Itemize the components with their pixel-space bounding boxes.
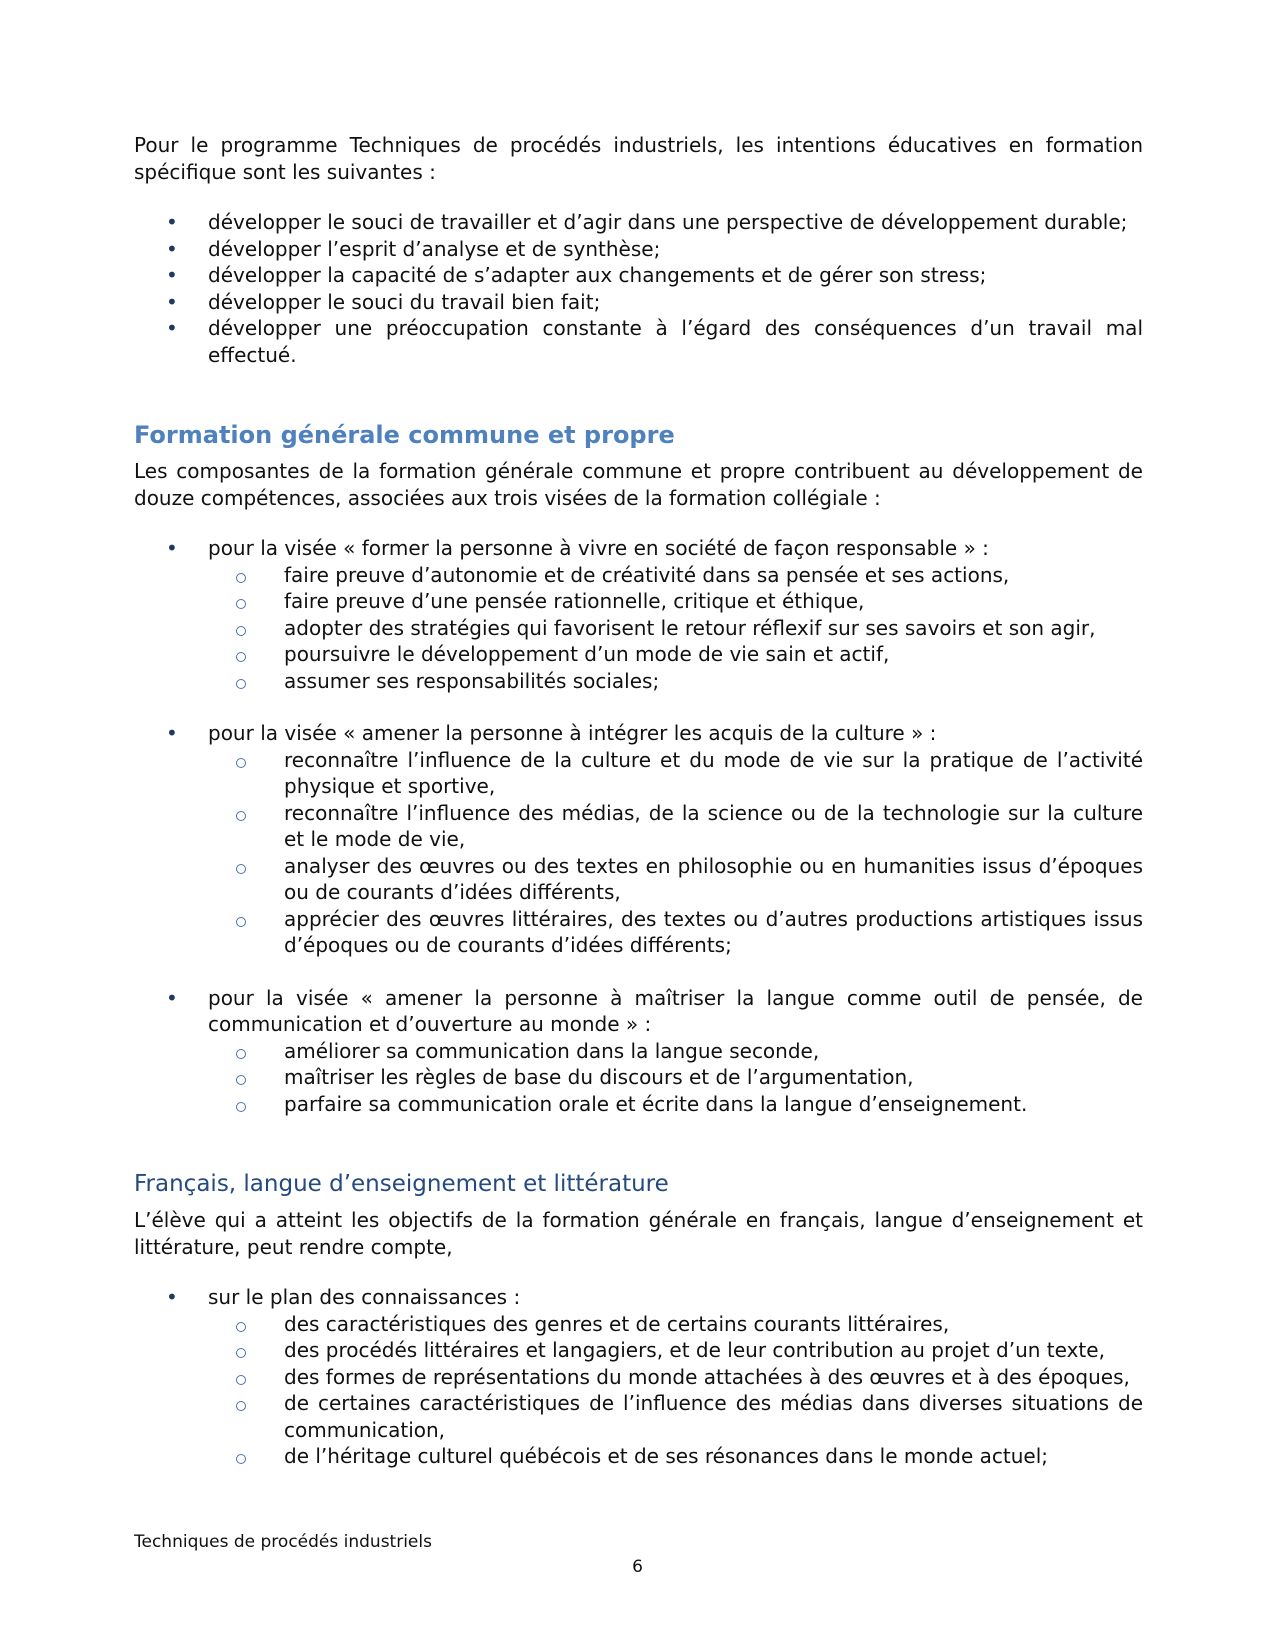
knowledge-list — [134, 1284, 1143, 1470]
sub-list-item: faire preuve d’une pensée rationnelle, critique et éthique, — [208, 588, 1143, 615]
sub-list-item: des caractéristiques des genres et de certains courants littéraires, — [208, 1311, 1143, 1338]
sub-list-item: améliorer sa communication dans la langue seconde, — [208, 1038, 1143, 1065]
subsection-intro: L’élève qui a atteint les objectifs de la formation générale en français, langue d’enseignement et littérature, peut rendre compte, — [134, 1208, 1143, 1259]
sub-list-item: maîtriser les règles de base du discours et de l’argumentation, — [208, 1064, 1143, 1091]
list-item — [134, 720, 1143, 959]
list-item — [134, 1284, 1143, 1470]
intro-list — [134, 209, 1143, 368]
document-body — [134, 132, 1143, 1470]
list-item — [134, 985, 1143, 1118]
page-footer: Techniques de procédés industriels — [134, 1532, 432, 1552]
sub-list-item: poursuivre le développement d’un mode de vie sain et actif, — [208, 641, 1143, 668]
section-intro: Les composantes de la formation générale commune et propre contribuent au développement de douze compétences, associées aux trois visées de la formation collégiale : — [134, 459, 1143, 510]
sub-list-item: des procédés littéraires et langagiers, et de leur contribution au projet d’un texte, — [208, 1337, 1143, 1364]
list-item: • développer le souci du travail bien fait; — [134, 289, 1143, 316]
sub-list-item: parfaire sa communication orale et écrite dans la langue d’enseignement. — [208, 1091, 1143, 1118]
sub-list-item: de certaines caractéristiques de l’influence des médias dans diverses situations de communication, — [208, 1390, 1143, 1443]
group-label: pour la visée « former la personne à vivre en société de façon responsable » : — [208, 536, 989, 560]
sub-list-item: adopter des stratégies qui favorisent le retour réflexif sur ses savoirs et son agir, — [208, 615, 1143, 642]
list-item: • développer le souci de travailler et d’agir dans une perspective de développement durable; — [134, 209, 1143, 236]
list-item: • développer une préoccupation constante à l’égard des conséquences d’un travail mal effectué. — [134, 315, 1143, 368]
sub-list-item: analyser des œuvres ou des textes en philosophie ou en humanities issus d’époques ou de courants d’idées différents, — [208, 853, 1143, 906]
list-item — [134, 535, 1143, 694]
sub-list-item: reconnaître l’influence de la culture et du mode de vie sur la pratique de l’activité physique et sportive, — [208, 747, 1143, 800]
page-number: 6 — [632, 1557, 643, 1577]
list-item: • développer l’esprit d’analyse et de synthèse; — [134, 236, 1143, 263]
group-label: pour la visée « amener la personne à maîtriser la langue comme outil de pensée, de communication et d’ouverture au monde » : — [208, 985, 1143, 1036]
sub-list-item: des formes de représentations du monde attachées à des œuvres et à des époques, — [208, 1364, 1143, 1391]
intro-paragraph: Pour le programme Techniques de procédés industriels, les intentions éducatives en formation spécifique sont les suivantes : — [134, 133, 1143, 184]
sub-list-item: de l’héritage culturel québécois et de ses résonances dans le monde actuel; — [208, 1443, 1143, 1470]
sub-list-item: assumer ses responsabilités sociales; — [208, 668, 1143, 695]
list-item: • développer la capacité de s’adapter aux changements et de gérer son stress; — [134, 262, 1143, 289]
group-label: pour la visée « amener la personne à intégrer les acquis de la culture » : — [208, 721, 937, 745]
subsection-heading: Français, langue d’enseignement et littérature — [134, 1171, 669, 1197]
sub-list-item: reconnaître l’influence des médias, de la science ou de la technologie sur la culture et le mode de vie, — [208, 800, 1143, 853]
section-heading: Formation générale commune et propre — [134, 421, 675, 449]
sub-list-item: faire preuve d’autonomie et de créativité dans sa pensée et ses actions, — [208, 562, 1143, 589]
group-label: sur le plan des connaissances : — [208, 1285, 521, 1309]
sub-list-item: apprécier des œuvres littéraires, des textes ou d’autres productions artistiques issus d’époques ou de courants d’idées différents; — [208, 906, 1143, 959]
vision-list — [134, 535, 1143, 1117]
